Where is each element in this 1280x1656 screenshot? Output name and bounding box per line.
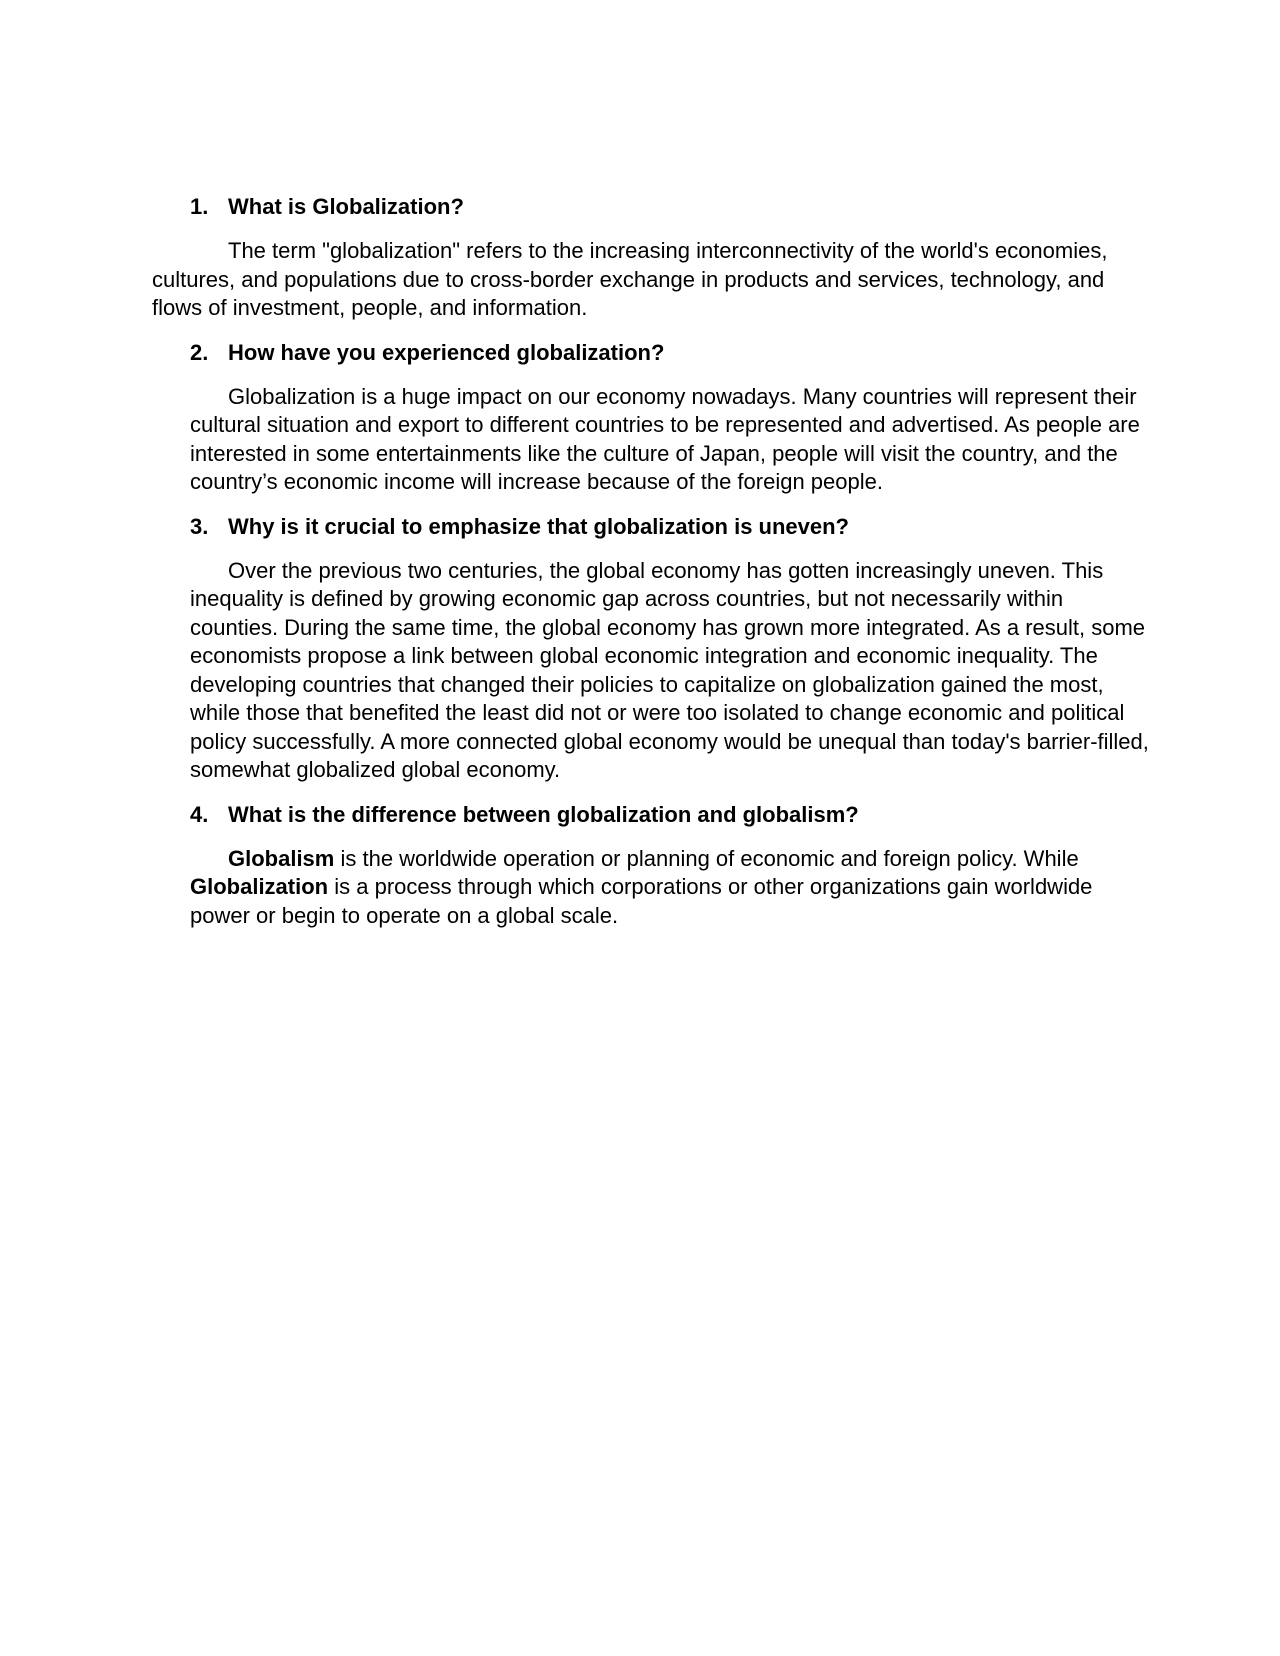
question-heading [152,339,1142,367]
question-heading [152,193,1142,221]
question-heading [152,801,1142,829]
answer-text: is a process through which corporations or other organizations gain worldwide power or begin to operate on a global scale. [190,874,1093,928]
question-number: 4. [190,801,209,827]
answer-text: is the worldwide operation or planning of economic and foreign policy. While [334,845,1079,871]
term-globalism: Globalism [228,845,335,871]
question-heading [152,513,1142,541]
question-text: How have you experienced globalization? [228,339,665,365]
question-number: 2. [190,339,209,365]
question-text: Why is it crucial to emphasize that globalization is uneven? [228,513,849,539]
term-globalization: Globalization [190,874,329,899]
answer-paragraph: Over the previous two centuries, the global economy has gotten increasingly uneven. This inequality is defined by growing economic gap across countries, but not necessarily within counties. During the same time, the global economy has grown more integrated. As a result, some economists propose a link between global economic integration and economic inequality. The developing countries that changed their policies to capitalize on globalization gained the most, while those that benefited the least did not or were too isolated to change economic and political policy successfully. A more connected global economy would be unequal than today's barrier-filled, somewhat globalized global economy. [190,557,1149,782]
document-body [152,193,1149,946]
question-number: 1. [190,194,209,219]
question-number: 3. [190,513,209,539]
answer-paragraph [152,845,1150,931]
answer-paragraph: Globalization is a huge impact on our economy nowadays. Many countries will represent their cultural situation and export to different countries to be represented and advertised. As people are interested in some entertainments like the culture of Japan, people will visit the country, and the country’s economic income will increase because of the foreign people. [190,383,1140,494]
question-text: What is the difference between globalization and globalism? [228,801,859,827]
answer-paragraph: The term "globalization" refers to the increasing interconnectivity of the world's economies, cultures, and populations due to cross-border exchange in products and services, technology, and flows of investment, people, and information. [152,238,1108,320]
question-text: What is Globalization? [228,194,464,219]
